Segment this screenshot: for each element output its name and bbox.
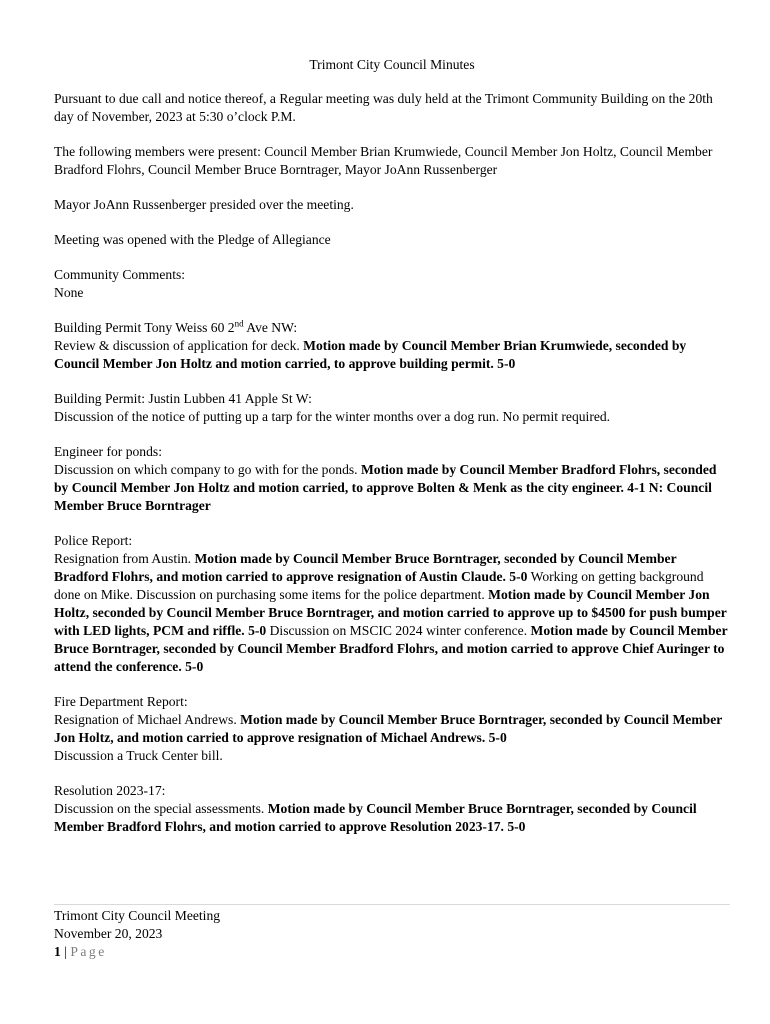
police-text-2: Working on getting background done on Mike. Discussion on purchasing some items for the police department.	[54, 569, 704, 602]
police-text-1: Resignation from Austin.	[54, 551, 195, 566]
opened-paragraph: Meeting was opened with the Pledge of Allegiance	[54, 232, 331, 247]
building-permit-weiss-body	[54, 337, 730, 373]
police-motion-1: Motion made by Council Member Bruce Borntrager, seconded by Council Member Bradford Flohrs, and motion carried to approve resignation of Austin Claude. 5-0	[54, 551, 677, 584]
fire-department-heading: Fire Department Report:	[54, 694, 188, 709]
permit-heading-sup: nd	[234, 318, 244, 329]
resolution-heading: Resolution 2023-17:	[54, 783, 166, 798]
resolution-section	[54, 782, 730, 836]
police-text-3: Discussion on MSCIC 2024 winter conference.	[266, 623, 531, 638]
resolution-motion: Motion made by Council Member Bruce Borntrager, seconded by Council Member Bradford Flohrs, and motion carried to approve Resolution 2023-17. 5-0	[54, 801, 697, 834]
engineer-body	[54, 461, 730, 515]
document-page	[54, 56, 730, 853]
resolution-body	[54, 800, 730, 836]
engineer-section	[54, 443, 730, 515]
resolution-discussion: Discussion on the special assessments.	[54, 801, 268, 816]
fire-text-2: Discussion a Truck Center bill.	[54, 748, 223, 763]
permit-heading-post: Ave NW:	[243, 320, 298, 335]
document-title: Trimont City Council Minutes	[309, 57, 475, 72]
community-comments-body: None	[54, 285, 84, 300]
building-permit-lubben-heading: Building Permit: Justin Lubben 41 Apple St W:	[54, 391, 312, 406]
fire-motion-1: Motion made by Council Member Bruce Borntrager, seconded by Council Member Jon Holtz, and motion carried to approve resignation of Michael Andrews. 5-0	[54, 712, 723, 745]
footer-page-indicator	[54, 943, 730, 961]
members-paragraph: The following members were present: Council Member Brian Krumwiede, Council Member Jon Holtz, Council Member Bradford Flohrs, Council Member Bruce Borntrager, Mayor JoAnn Russenberger	[54, 144, 713, 177]
police-report-section	[54, 532, 730, 676]
building-permit-lubben-section	[54, 390, 730, 426]
engineer-discussion: Discussion on which company to go with for the ponds.	[54, 462, 361, 477]
permit-motion: Motion made by Council Member Brian Krumwiede, seconded by Council Member Jon Holtz and motion carried, to approve building permit. 5-0	[54, 338, 687, 371]
footer-meeting-date: November 20, 2023	[54, 926, 163, 941]
footer-meeting-name: Trimont City Council Meeting	[54, 908, 221, 923]
page-number: 1	[54, 944, 61, 959]
police-report-body	[54, 550, 730, 676]
police-motion-2: Motion made by Council Member Jon Holtz, seconded by Council Member Bruce Borntrager, and motion carried to approve up to $4500 for push bumper with LED lights, PCM and riffle. 5-0	[54, 587, 727, 638]
fire-department-section	[54, 693, 730, 765]
presided-paragraph: Mayor JoAnn Russenberger presided over the meeting.	[54, 197, 354, 212]
building-permit-lubben-body: Discussion of the notice of putting up a tarp for the winter months over a dog run. No permit required.	[54, 409, 611, 424]
community-comments-heading: Community Comments:	[54, 267, 186, 282]
fire-text-1: Resignation of Michael Andrews.	[54, 712, 241, 727]
police-motion-3: Motion made by Council Member Bruce Borntrager, seconded by Council Member Bradford Flohrs, and motion carried to approve Chief Auringer to attend the conference. 5-0	[54, 623, 728, 674]
building-permit-weiss-heading	[54, 319, 730, 337]
page-separator: |	[60, 944, 71, 959]
fire-department-body	[54, 711, 730, 747]
police-report-heading: Police Report:	[54, 533, 133, 548]
permit-heading-pre: Building Permit Tony Weiss 60 2	[54, 320, 235, 335]
building-permit-weiss-section	[54, 319, 730, 373]
intro-paragraph: Pursuant to due call and notice thereof, a Regular meeting was duly held at the Trimont Community Building on the 20th day of November, 2023 at 5:30 o’clock P.M.	[54, 91, 713, 124]
engineer-heading: Engineer for ponds:	[54, 444, 162, 459]
page-footer	[54, 904, 730, 961]
permit-discussion: Review & discussion of application for deck.	[54, 338, 304, 353]
engineer-motion: Motion made by Council Member Bradford Flohrs, seconded by Council Member Jon Holtz and motion carried, to approve Bolten & Menk as the city engineer. 4-1 N: Council Member Bruce Borntrager	[54, 462, 717, 513]
page-word: Page	[70, 944, 107, 959]
community-comments-section	[54, 266, 730, 302]
